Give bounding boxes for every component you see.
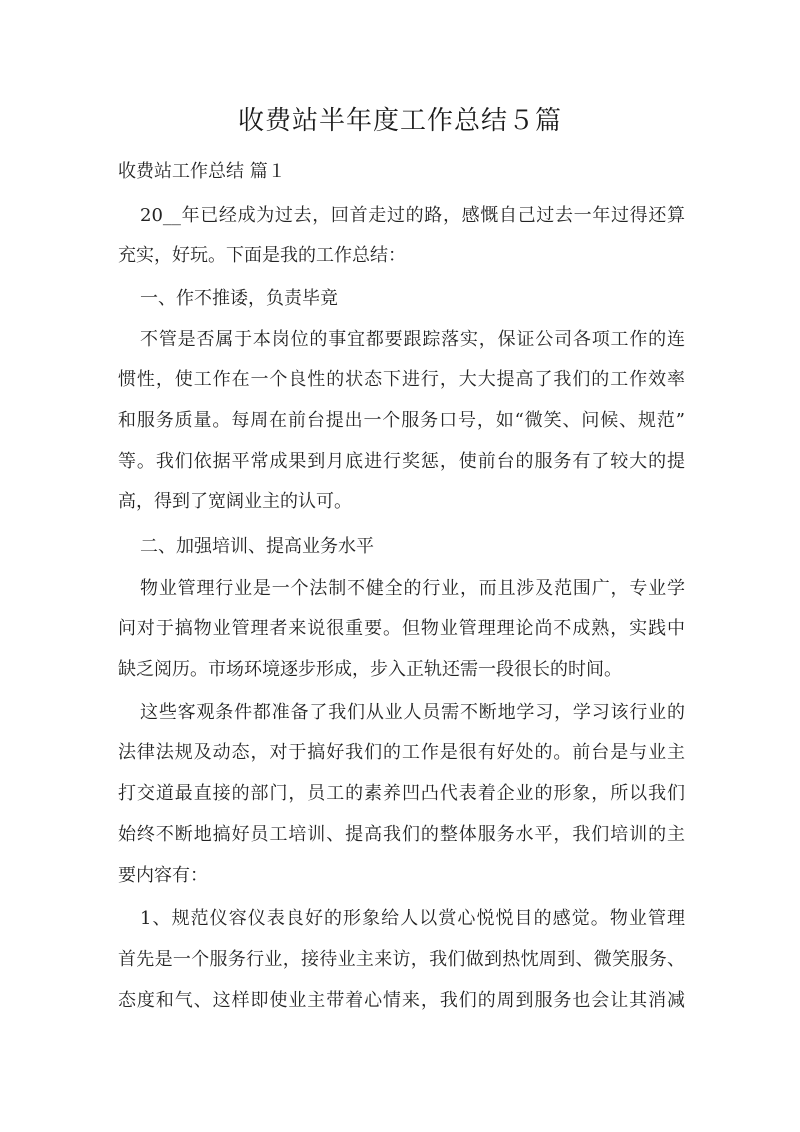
paragraph-line: 充实，好玩。下面是我的工作总结：: [118, 245, 406, 266]
paragraph-line: 1、规范仪容仪表良好的形象给人以赏心悦悦目的感觉。物业管理: [140, 908, 685, 929]
section-heading-1: 收费站工作总结 篇１: [118, 161, 286, 182]
paragraph-line: 首先是一个服务行业，接待业主来访，我们做到热忱周到、微笑服务、: [118, 949, 685, 970]
paragraph-line: 要内容有：: [118, 865, 208, 886]
paragraph-line: 物业管理行业是一个法制不健全的行业，而且涉及范围广，专业学: [140, 578, 685, 599]
subheading-1: 一、作不推诿，负责毕竟: [140, 288, 338, 309]
paragraph-line: 不管是否属于本岗位的事宜都要跟踪落实，保证公司各项工作的连: [140, 329, 685, 350]
paragraph-line: 惯性，使工作在一个良性的状态下进行，大大提高了我们的工作效率: [118, 369, 685, 390]
paragraph-line: 等。我们依据平常成果到月底进行奖惩，使前台的服务有了较大的提: [118, 451, 685, 472]
document-title: 收费站半年度工作总结５篇: [237, 106, 562, 136]
paragraph-line: 法律法规及动态，对于搞好我们的工作是很有好处的。前台是与业主: [118, 742, 685, 763]
paragraph-line: 态度和气、这样即使业主带着心情来，我们的周到服务也会让其消减: [118, 990, 685, 1011]
paragraph-line: 20__年已经成为过去，回首走过的路，感慨自己过去一年过得还算: [140, 205, 685, 226]
paragraph-line: 这些客观条件都准备了我们从业人员需不断地学习，学习该行业的: [140, 702, 685, 723]
paragraph-line: 和服务质量。每周在前台提出一个服务口号，如“微笑、问候、规范”: [118, 410, 685, 431]
subheading-2: 二、加强培训、提高业务水平: [140, 536, 374, 557]
paragraph-line: 高，得到了宽阔业主的认可。: [118, 491, 352, 512]
paragraph-line: 始终不断地搞好员工培训、提高我们的整体服务水平，我们培训的主: [118, 824, 685, 845]
paragraph-line: 问对于搞物业管理者来说很重要。但物业管理理论尚不成熟，实践中: [118, 618, 685, 639]
paragraph-line: 缺乏阅历。市场环境逐步形成，步入正轨还需一段很长的时间。: [118, 659, 622, 680]
paragraph-line: 打交道最直接的部门，员工的素养凹凸代表着企业的形象，所以我们: [118, 783, 685, 804]
